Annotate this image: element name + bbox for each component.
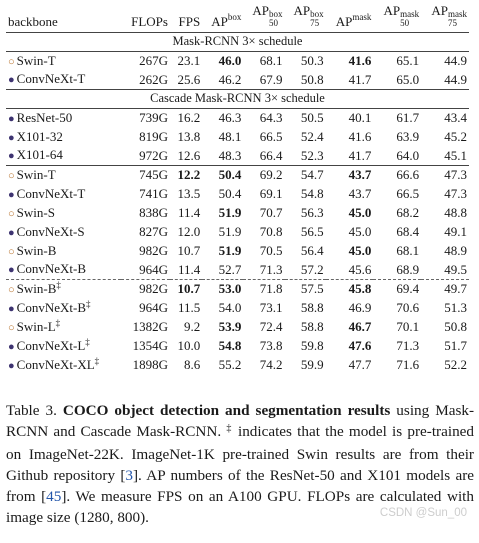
cell-ap-mask75: 50.8 bbox=[444, 319, 467, 334]
backbone-name: Swin-B bbox=[16, 280, 57, 296]
cell-backbone bbox=[6, 260, 121, 279]
open-circle-marker-icon: ○ bbox=[8, 321, 15, 334]
cell-ap-mask50: 70.6 bbox=[396, 300, 420, 315]
cell-ap-mask: 47.7 bbox=[348, 357, 372, 372]
cell-ap-box: 51.9 bbox=[218, 205, 242, 220]
cell-ap-mask75: 45.2 bbox=[444, 129, 467, 144]
cell-ap-mask50: 66.5 bbox=[396, 186, 420, 201]
cell-backbone bbox=[6, 108, 121, 127]
header-ap-box50: AP box 50 bbox=[252, 2, 283, 28]
cell-ap-box50: 66.4 bbox=[259, 147, 283, 163]
cell-ap-box: 50.4 bbox=[202, 165, 243, 184]
cell-backbone bbox=[6, 317, 121, 336]
cell-ap-box: 53.9 bbox=[218, 319, 242, 334]
backbone-name: ConvNeXt-B bbox=[16, 299, 86, 315]
cell-ap-mask75: 52.2 bbox=[444, 357, 467, 372]
group-label-row bbox=[6, 32, 469, 51]
cell-ap-mask75: 48.8 bbox=[444, 205, 467, 220]
cell-fps: 12.0 bbox=[177, 224, 201, 239]
table-body bbox=[6, 32, 469, 374]
cell-ap-box50: 72.4 bbox=[259, 319, 283, 334]
cell-ap-mask: 47.6 bbox=[348, 338, 372, 353]
cell-ap-box: 50.4 bbox=[218, 186, 242, 201]
cell-ap-mask50: 63.9 bbox=[396, 129, 420, 144]
filled-circle-marker-icon: ● bbox=[8, 74, 15, 87]
cell-ap-mask50: 65.1 bbox=[373, 51, 421, 70]
cell-ap-mask50: 71.3 bbox=[396, 338, 420, 353]
cell-ap-box: 54.8 bbox=[218, 338, 242, 353]
caption-text-1: using Mask-RCNN and Cascade Mask-RCNN. bbox=[6, 402, 475, 440]
filled-circle-marker-icon: ● bbox=[8, 340, 15, 353]
cell-ap-box75: 56.4 bbox=[300, 243, 324, 258]
header-ap-box: $AP^{box}$ bbox=[211, 11, 242, 29]
cell-ap-box75: 57.5 bbox=[285, 279, 326, 298]
cell-ap-mask75: 44.9 bbox=[421, 51, 469, 70]
cell-ap-box50: 70.7 bbox=[259, 205, 283, 220]
cell-ap-box75: 58.8 bbox=[300, 300, 324, 315]
cell-backbone bbox=[6, 127, 121, 146]
cell-ap-box50: 67.9 bbox=[259, 71, 283, 87]
cell-ap-box75: 52.4 bbox=[300, 129, 324, 144]
table-row bbox=[6, 70, 469, 89]
cell-ap-box75: 50.3 bbox=[285, 51, 326, 70]
open-circle-marker-icon: ○ bbox=[8, 207, 15, 220]
cell-fps: 10.0 bbox=[177, 338, 201, 353]
group-label-cascade: Cascade Mask-RCNN 3× schedule bbox=[150, 91, 325, 106]
open-circle-marker-icon: ○ bbox=[8, 55, 15, 68]
results-table bbox=[6, 0, 469, 374]
pretrained-22k-dagger: ‡ bbox=[94, 355, 100, 366]
table-row bbox=[6, 127, 469, 146]
cell-ap-mask50: 66.6 bbox=[373, 165, 421, 184]
cell-ap-box75: 50.8 bbox=[300, 71, 324, 87]
cell-ap-mask: 40.1 bbox=[326, 108, 374, 127]
table-row bbox=[6, 165, 469, 184]
cell-fps: 23.1 bbox=[170, 51, 202, 70]
cell-flops: 827G bbox=[139, 224, 168, 239]
cell-ap-mask75: 48.9 bbox=[444, 243, 467, 258]
cell-backbone bbox=[6, 165, 121, 184]
cell-ap-box: 46.2 bbox=[218, 71, 242, 87]
cell-flops: 262G bbox=[139, 71, 168, 87]
cell-ap-mask: 41.7 bbox=[348, 71, 372, 87]
pretrained-22k-dagger: ‡ bbox=[85, 336, 90, 347]
cell-ap-mask75: 44.9 bbox=[444, 71, 467, 87]
cell-ap-mask50: 68.4 bbox=[396, 224, 420, 239]
table-figure bbox=[6, 0, 473, 543]
cell-backbone bbox=[6, 70, 121, 89]
cell-ap-mask: 43.7 bbox=[326, 165, 374, 184]
table-row bbox=[6, 298, 469, 317]
cell-ap-box50: 73.8 bbox=[259, 338, 283, 353]
cell-ap-mask75: 49.5 bbox=[444, 261, 467, 277]
cell-ap-mask: 45.0 bbox=[348, 224, 372, 239]
cell-ap-box75: 57.2 bbox=[300, 261, 324, 277]
cell-ap-box: 46.0 bbox=[202, 51, 243, 70]
filled-circle-marker-icon: ● bbox=[8, 302, 15, 315]
cell-backbone bbox=[6, 184, 121, 203]
filled-circle-marker-icon: ● bbox=[8, 150, 15, 163]
cell-ap-mask: 43.7 bbox=[348, 186, 372, 201]
cell-ap-box: 55.2 bbox=[218, 357, 242, 372]
backbone-name: Swin-T bbox=[16, 52, 56, 68]
cell-fps: 13.5 bbox=[177, 186, 201, 201]
cell-flops: 838G bbox=[139, 205, 168, 220]
backbone-name: ConvNeXt-B bbox=[16, 261, 86, 277]
cell-backbone bbox=[6, 203, 121, 222]
cell-ap-mask: 46.9 bbox=[348, 300, 372, 315]
cell-ap-mask75: 47.3 bbox=[444, 186, 467, 201]
table-row bbox=[6, 279, 469, 298]
cell-ap-mask75: 49.1 bbox=[444, 224, 467, 239]
cell-ap-mask: 45.0 bbox=[348, 205, 372, 220]
cell-fps: 10.7 bbox=[177, 243, 201, 258]
cell-fps: 10.7 bbox=[170, 279, 202, 298]
table-row bbox=[6, 355, 469, 374]
cell-ap-box50: 66.5 bbox=[259, 129, 283, 144]
cell-fps: 13.8 bbox=[177, 129, 201, 144]
cell-backbone bbox=[6, 222, 121, 241]
cell-ap-box75: 54.7 bbox=[285, 165, 326, 184]
pretrained-22k-dagger: ‡ bbox=[86, 298, 91, 309]
cell-ap-box50: 69.2 bbox=[243, 165, 284, 184]
cell-flops: 1898G bbox=[132, 357, 168, 372]
header-flops: FLOPs bbox=[131, 13, 168, 29]
header-backbone: backbone bbox=[8, 13, 58, 29]
cell-fps: 8.6 bbox=[183, 357, 201, 372]
cell-ap-box75: 58.8 bbox=[300, 319, 324, 334]
caption-text-4: ]. We measure FPS on an A100 GPU. FLOPs are calculated with image size (1280, 800). bbox=[6, 488, 474, 526]
cell-ap-box50: 71.3 bbox=[259, 261, 283, 277]
cell-ap-mask: 45.0 bbox=[348, 243, 372, 258]
cell-ap-mask75: 49.7 bbox=[421, 279, 469, 298]
cell-fps: 12.2 bbox=[170, 165, 202, 184]
cell-ap-mask: 41.6 bbox=[348, 129, 372, 144]
cell-ap-box: 54.0 bbox=[218, 300, 242, 315]
cell-ap-mask50: 69.4 bbox=[373, 279, 421, 298]
table-row bbox=[6, 222, 469, 241]
cell-fps: 9.2 bbox=[183, 319, 201, 334]
cell-backbone bbox=[6, 336, 121, 355]
cell-ap-box: 51.9 bbox=[218, 243, 242, 258]
caption-text-2: indicates that the model is pre-trained on ImageNet-22K. ImageNet-1K pre-trained Swin results are from their Github repository [ bbox=[6, 423, 475, 484]
cell-fps: 25.6 bbox=[177, 71, 201, 87]
citation-link-3[interactable]: 3 bbox=[125, 467, 133, 484]
backbone-name: ConvNeXt-L bbox=[16, 337, 86, 353]
cell-ap-mask50: 70.1 bbox=[396, 319, 420, 334]
cell-ap-mask50: 68.2 bbox=[396, 205, 420, 220]
cell-ap-box: 48.3 bbox=[218, 147, 242, 163]
filled-circle-marker-icon: ● bbox=[8, 359, 15, 372]
cell-flops: 745G bbox=[121, 165, 170, 184]
cell-ap-mask50: 61.7 bbox=[373, 108, 421, 127]
watermark: CSDN @Sun_00 bbox=[379, 507, 467, 519]
table-row bbox=[6, 336, 469, 355]
header-ap-box75: AP box 75 bbox=[293, 2, 324, 28]
cell-ap-mask: 45.6 bbox=[348, 261, 372, 277]
cell-ap-box: 52.7 bbox=[218, 261, 242, 277]
cell-backbone bbox=[6, 146, 121, 165]
caption-dagger: ‡ bbox=[226, 423, 233, 434]
open-circle-marker-icon: ○ bbox=[8, 245, 15, 258]
cell-ap-box75: 50.5 bbox=[285, 108, 326, 127]
cell-ap-box75: 52.3 bbox=[300, 147, 324, 163]
cell-ap-box75: 59.9 bbox=[300, 357, 324, 372]
citation-link-45[interactable]: 45 bbox=[46, 488, 62, 505]
cell-ap-mask50: 68.9 bbox=[396, 261, 420, 277]
cell-fps: 12.6 bbox=[177, 147, 201, 163]
cell-ap-mask75: 51.7 bbox=[444, 338, 467, 353]
open-circle-marker-icon: ○ bbox=[8, 169, 15, 182]
cell-fps: 16.2 bbox=[170, 108, 202, 127]
header-fps: FPS bbox=[178, 13, 201, 29]
header-ap-mask50: AP mask 50 bbox=[383, 2, 420, 28]
header-row bbox=[6, 0, 469, 32]
cell-ap-mask: 45.8 bbox=[326, 279, 374, 298]
table-row bbox=[6, 146, 469, 165]
cell-ap-mask: 41.7 bbox=[348, 147, 372, 163]
table-row bbox=[6, 241, 469, 260]
backbone-name: ConvNeXt-S bbox=[16, 223, 85, 239]
cell-ap-mask: 41.6 bbox=[326, 51, 374, 70]
backbone-name: ConvNeXt-XL bbox=[16, 356, 95, 372]
cell-ap-box: 53.0 bbox=[202, 279, 243, 298]
table-row bbox=[6, 203, 469, 222]
cell-ap-mask50: 68.1 bbox=[396, 243, 420, 258]
cell-backbone bbox=[6, 355, 121, 374]
table-row bbox=[6, 260, 469, 279]
cell-ap-box75: 59.8 bbox=[300, 338, 324, 353]
cell-ap-mask75: 45.1 bbox=[444, 147, 467, 163]
cell-flops: 1382G bbox=[132, 319, 168, 334]
backbone-name: Swin-L bbox=[16, 318, 56, 334]
cell-ap-box75: 56.3 bbox=[300, 205, 324, 220]
cell-fps: 11.4 bbox=[177, 261, 201, 277]
cell-ap-box50: 68.1 bbox=[243, 51, 284, 70]
cell-ap-mask75: 51.3 bbox=[444, 300, 467, 315]
cell-backbone bbox=[6, 51, 121, 70]
cell-ap-box50: 64.3 bbox=[243, 108, 284, 127]
backbone-name: X101-64 bbox=[16, 147, 63, 163]
cell-flops: 964G bbox=[139, 300, 168, 315]
cell-fps: 11.4 bbox=[177, 205, 201, 220]
cell-flops: 267G bbox=[121, 51, 170, 70]
cell-flops: 972G bbox=[139, 147, 168, 163]
filled-circle-marker-icon: ● bbox=[8, 112, 15, 125]
cell-flops: 982G bbox=[139, 243, 168, 258]
cell-flops: 739G bbox=[121, 108, 170, 127]
cell-ap-box75: 54.8 bbox=[300, 186, 324, 201]
group-label-row bbox=[6, 89, 469, 108]
filled-circle-marker-icon: ● bbox=[8, 264, 15, 277]
backbone-name: Swin-S bbox=[16, 204, 55, 220]
cell-flops: 741G bbox=[139, 186, 168, 201]
group-label-mask-rcnn: Mask-RCNN 3× schedule bbox=[172, 34, 303, 49]
backbone-name: Swin-T bbox=[16, 166, 56, 182]
pretrained-22k-dagger: ‡ bbox=[55, 317, 61, 328]
cell-ap-box: 48.1 bbox=[218, 129, 242, 144]
cell-ap-mask50: 71.6 bbox=[396, 357, 420, 372]
cell-backbone bbox=[6, 298, 121, 317]
table-row bbox=[6, 51, 469, 70]
backbone-name: ConvNeXt-T bbox=[16, 71, 86, 87]
table-row bbox=[6, 317, 469, 336]
cell-ap-mask75: 43.4 bbox=[421, 108, 469, 127]
open-circle-marker-icon: ○ bbox=[8, 283, 15, 296]
caption-title: COCO object detection and segmentation results bbox=[62, 402, 391, 419]
cell-ap-box75: 56.5 bbox=[300, 224, 324, 239]
backbone-name: X101-32 bbox=[16, 128, 63, 144]
cell-ap-box: 46.3 bbox=[202, 108, 243, 127]
filled-circle-marker-icon: ● bbox=[8, 226, 15, 239]
cell-flops: 1354G bbox=[132, 338, 168, 353]
table-row bbox=[6, 108, 469, 127]
table-row bbox=[6, 184, 469, 203]
pretrained-22k-dagger: ‡ bbox=[56, 279, 61, 290]
cell-flops: 964G bbox=[139, 261, 168, 277]
cell-ap-box50: 70.5 bbox=[259, 243, 283, 258]
cell-flops: 982G bbox=[121, 279, 170, 298]
cell-ap-box50: 73.1 bbox=[259, 300, 283, 315]
cell-fps: 11.5 bbox=[177, 300, 201, 315]
backbone-name: Swin-B bbox=[16, 242, 57, 258]
cell-ap-box50: 69.1 bbox=[259, 186, 283, 201]
backbone-name: ConvNeXt-T bbox=[16, 185, 86, 201]
cell-ap-box50: 74.2 bbox=[259, 357, 283, 372]
caption-prefix: Table 3. bbox=[6, 402, 63, 419]
header-ap-mask: $AP^{mask}$ bbox=[335, 11, 372, 29]
backbone-name: ResNet-50 bbox=[16, 109, 73, 125]
cell-flops: 819G bbox=[139, 129, 168, 144]
cell-ap-mask75: 47.3 bbox=[421, 165, 469, 184]
filled-circle-marker-icon: ● bbox=[8, 188, 15, 201]
filled-circle-marker-icon: ● bbox=[8, 131, 15, 144]
cell-ap-box: 51.9 bbox=[218, 224, 242, 239]
cell-ap-mask: 46.7 bbox=[348, 319, 372, 334]
cell-ap-box50: 71.8 bbox=[243, 279, 284, 298]
header-ap-mask75: AP mask 75 bbox=[431, 2, 467, 28]
cell-ap-mask50: 64.0 bbox=[396, 147, 420, 163]
cell-backbone bbox=[6, 279, 121, 298]
caption-text-3: ]. AP numbers of the ResNet-50 and X101 models are from [ bbox=[6, 467, 475, 505]
cell-backbone bbox=[6, 241, 121, 260]
cell-ap-mask50: 65.0 bbox=[396, 71, 420, 87]
cell-ap-box50: 70.8 bbox=[259, 224, 283, 239]
